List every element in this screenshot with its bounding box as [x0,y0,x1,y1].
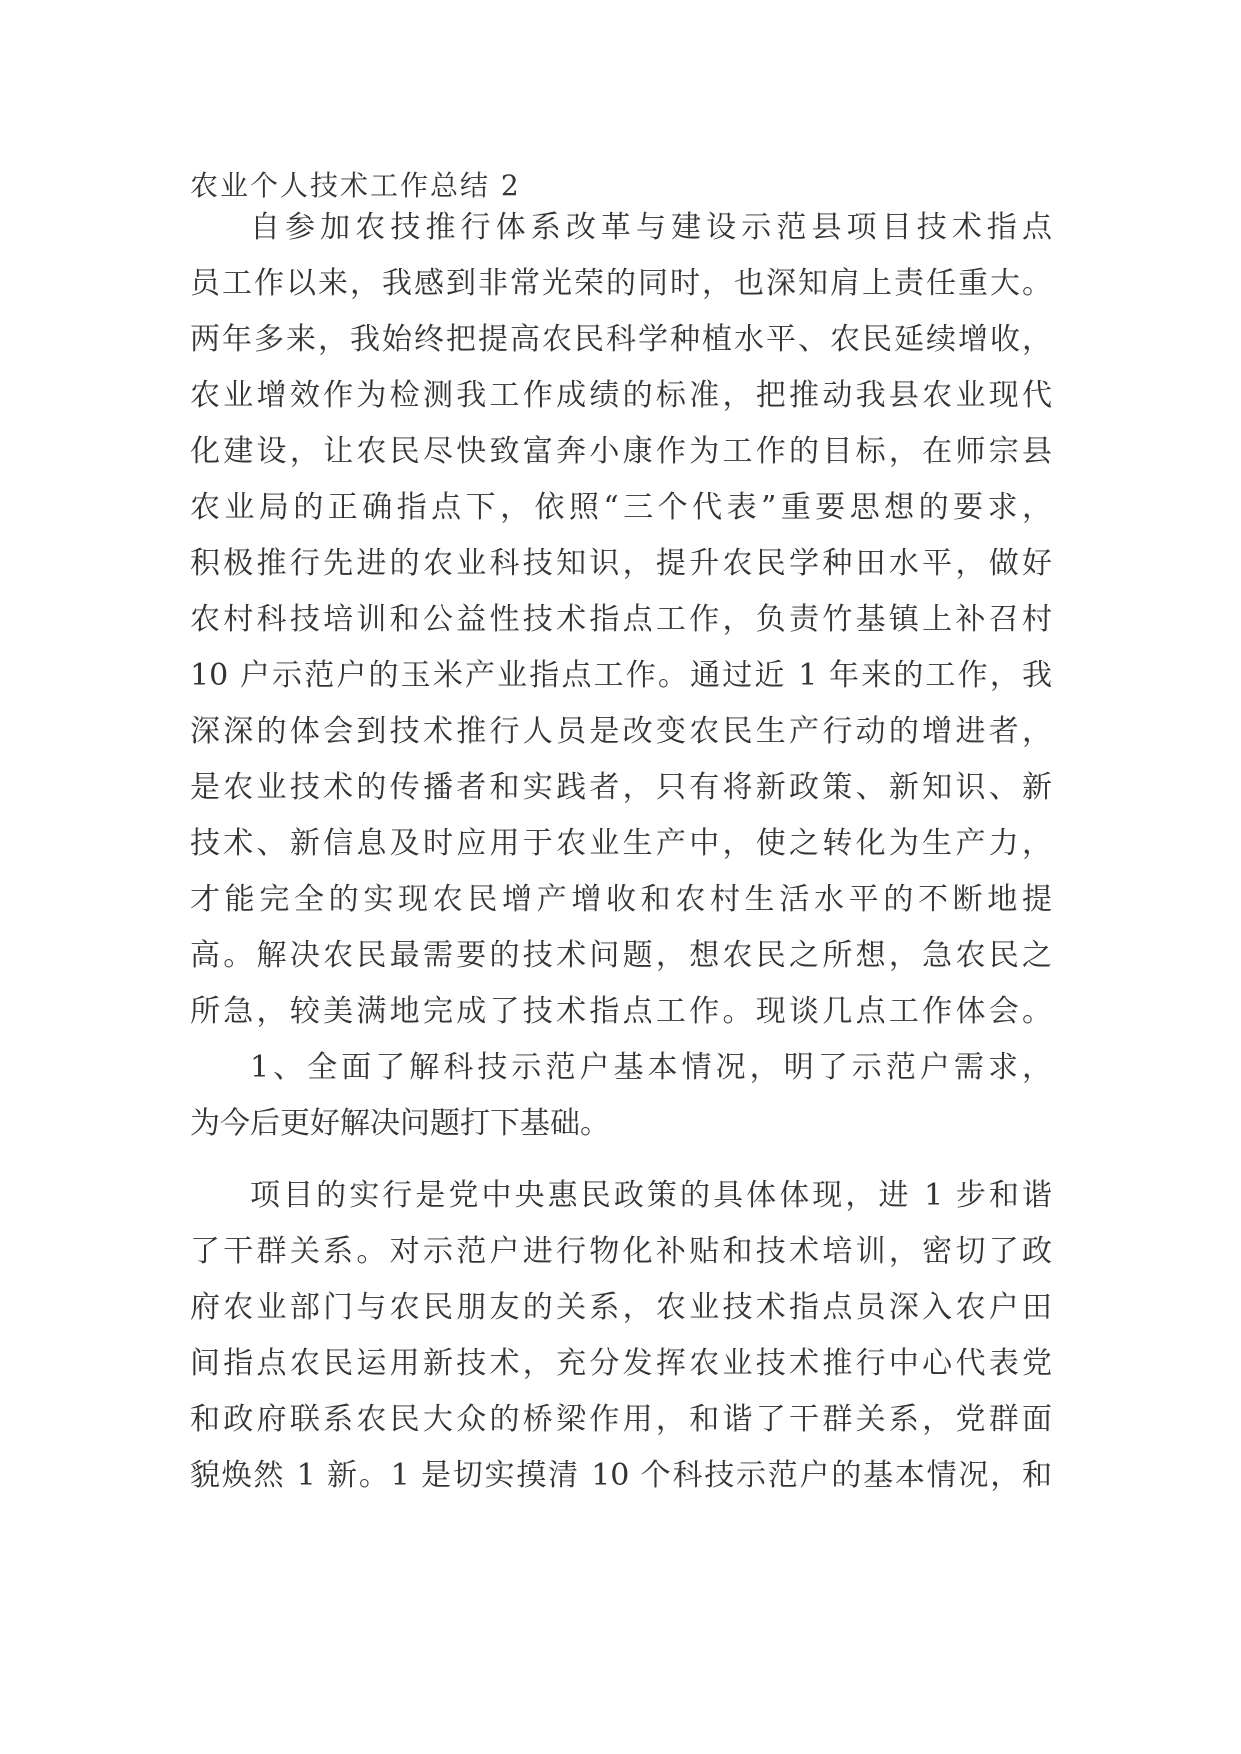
paragraph-line: 两年多来，我始终把提高农民科学种植水平、农民延续增收， [190,322,1052,357]
paragraph-line: 项目的实行是党中央惠民政策的具体体现，进 1 步和谐 [250,1178,1052,1213]
paragraph-line: 深深的体会到技术推行人员是改变农民生产行动的增进者， [190,714,1052,749]
paragraph-line: 积极推行先进的农业科技知识，提升农民学种田水平，做好 [190,546,1052,581]
paragraph-line: 了干群关系。对示范户进行物化补贴和技术培训，密切了政 [190,1234,1052,1269]
paragraph-line: 化建设，让农民尽快致富奔小康作为工作的目标，在师宗县 [190,434,1052,469]
paragraph-line: 貌焕然 1 新。1 是切实摸清 10 个科技示范户的基本情况，和 [190,1458,1052,1493]
paragraph-line: 技术、新信息及时应用于农业生产中，使之转化为生产力， [190,826,1052,861]
section-heading-line: 1、全面了解科技示范户基本情况，明了示范户需求， [250,1050,1052,1085]
paragraph-line: 府农业部门与农民朋友的关系，农业技术指点员深入农户田 [190,1290,1052,1325]
paragraph-line: 高。解决农民最需要的技术问题，想农民之所想，急农民之 [190,938,1052,973]
paragraph-line: 农业局的正确指点下，依照“三个代表”重要思想的要求， [190,490,1052,525]
paragraph-line: 和政府联系农民大众的桥梁作用，和谐了干群关系，党群面 [190,1402,1052,1437]
paragraph-line: 员工作以来，我感到非常光荣的同时，也深知肩上责任重大。 [190,266,1052,301]
paragraph-line: 自参加农技推行体系改革与建设示范县项目技术指点 [250,210,1052,245]
section-heading-line: 为今后更好解决问题打下基础。 [190,1106,610,1141]
paragraph-line: 所急，较美满地完成了技术指点工作。现谈几点工作体会。 [190,994,1052,1029]
paragraph-line: 10 户示范户的玉米产业指点工作。通过近 1 年来的工作，我 [190,658,1052,693]
paragraph-line: 才能完全的实现农民增产增收和农村生活水平的不断地提 [190,882,1052,917]
paragraph-line: 农业增效作为检测我工作成绩的标准，把推动我县农业现代 [190,378,1052,413]
document-title: 农业个人技术工作总结 2 [190,169,521,202]
paragraph-line: 农村科技培训和公益性技术指点工作，负责竹基镇上补召村 [190,602,1052,637]
paragraph-line: 间指点农民运用新技术，充分发挥农业技术推行中心代表党 [190,1346,1052,1381]
paragraph-line: 是农业技术的传播者和实践者，只有将新政策、新知识、新 [190,770,1052,805]
